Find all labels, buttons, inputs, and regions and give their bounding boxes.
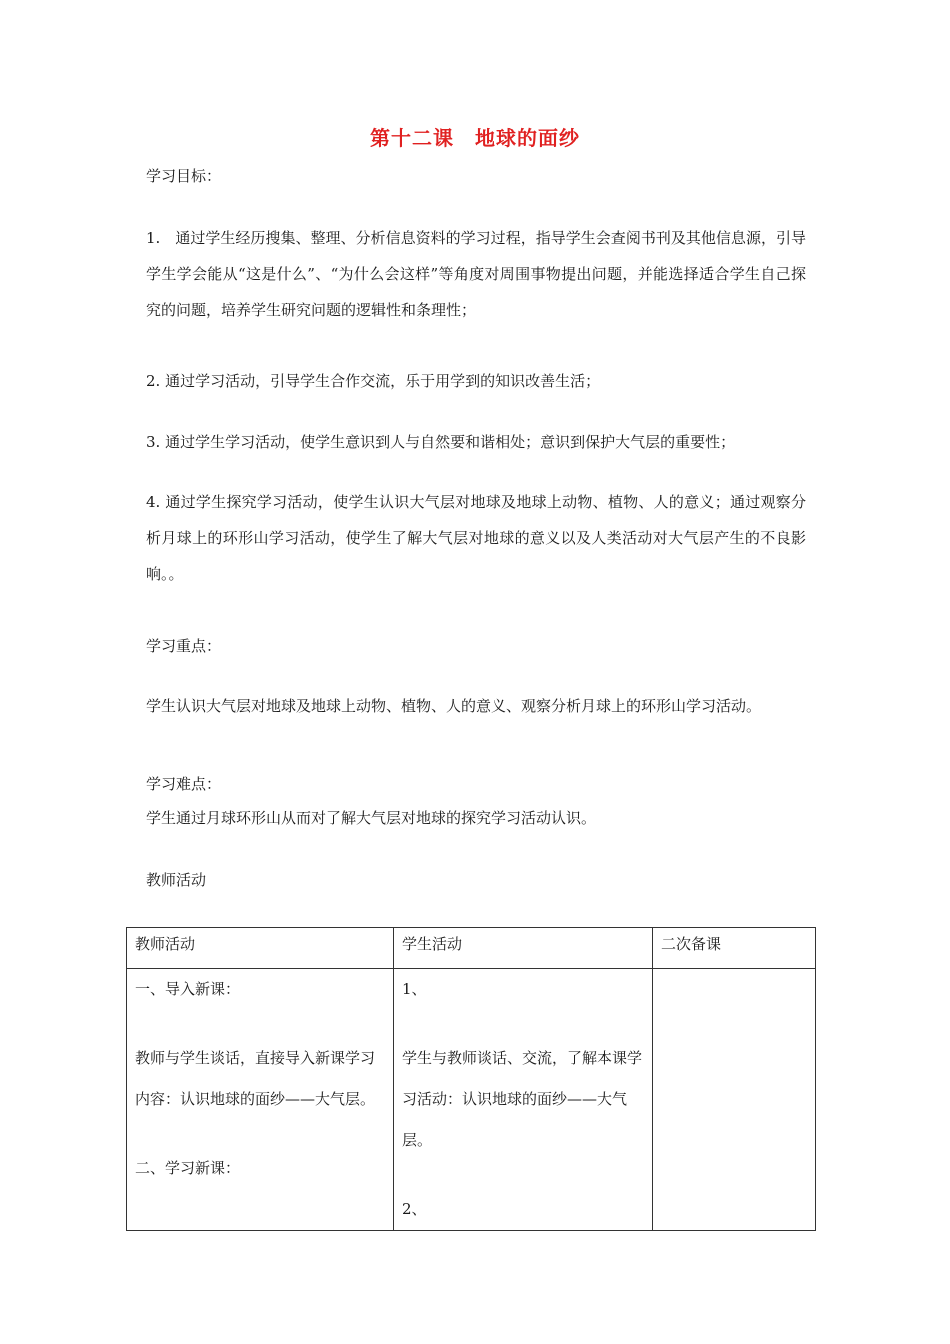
objective-item-1: 1. 通过学生经历搜集、整理、分析信息资料的学习过程，指导学生会查阅书刊及其他信息源，引导学生学会能从“这是什么”、“为什么会这样”等角度对周围事物提出问题，并能选择适合学生自己探究的问题，培养学生研究问题的逻辑性和条理性； <box>146 229 806 319</box>
header-student-activity: 学生活动 <box>394 928 653 969</box>
key-points-text: 学生认识大气层对地球及地球上动物、植物、人的意义、观察分析月球上的环形山学习活动。 <box>146 697 762 715</box>
objective-item-3: 3. 通过学生学习活动，使学生意识到人与自然要和谐相处；意识到保护大气层的重要性； <box>146 433 736 451</box>
student-step-1-body: 学生与教师谈话、交流，了解本课学习活动：认识地球的面纱——大气层。 <box>402 1049 643 1149</box>
student-step-1: 1、 <box>402 980 427 998</box>
teacher-activity-label: 教师活动 <box>146 871 207 889</box>
teacher-activity-cell <box>127 969 394 1231</box>
header-teacher-activity: 教师活动 <box>127 928 394 969</box>
table-header-row <box>127 928 816 969</box>
teacher-step-2: 二、学习新课： <box>135 1159 241 1177</box>
student-step-2: 2、 <box>402 1200 427 1218</box>
teacher-step-1-body: 教师与学生谈话，直接导入新课学习内容：认识地球的面纱——大气层。 <box>135 1049 376 1108</box>
key-points-heading: 学习重点： <box>146 637 222 655</box>
header-second-prep: 二次备课 <box>653 928 816 969</box>
objectives-heading: 学习目标： <box>146 167 222 185</box>
teacher-step-1: 一、导入新课： <box>135 980 241 998</box>
objective-item-4: 4. 通过学生探究学习活动，使学生认识大气层对地球及地球上动物、植物、人的意义；通过观察分析月球上的环形山学习活动，使学生了解大气层对地球的意义以及人类活动对大气层产生的不良影响。。 <box>146 493 806 583</box>
lesson-plan-table <box>126 927 816 1231</box>
difficulties-text: 学生通过月球环形山从而对了解大气层对地球的探究学习活动认识。 <box>146 809 597 827</box>
student-activity-cell <box>394 969 653 1231</box>
difficulties-heading: 学习难点： <box>146 775 222 793</box>
second-prep-cell <box>653 969 816 1231</box>
page-title: 第十二课 地球的面纱 <box>370 126 580 150</box>
table-row <box>127 969 816 1231</box>
objective-item-2: 2. 通过学习活动，引导学生合作交流，乐于用学到的知识改善生活； <box>146 372 601 390</box>
